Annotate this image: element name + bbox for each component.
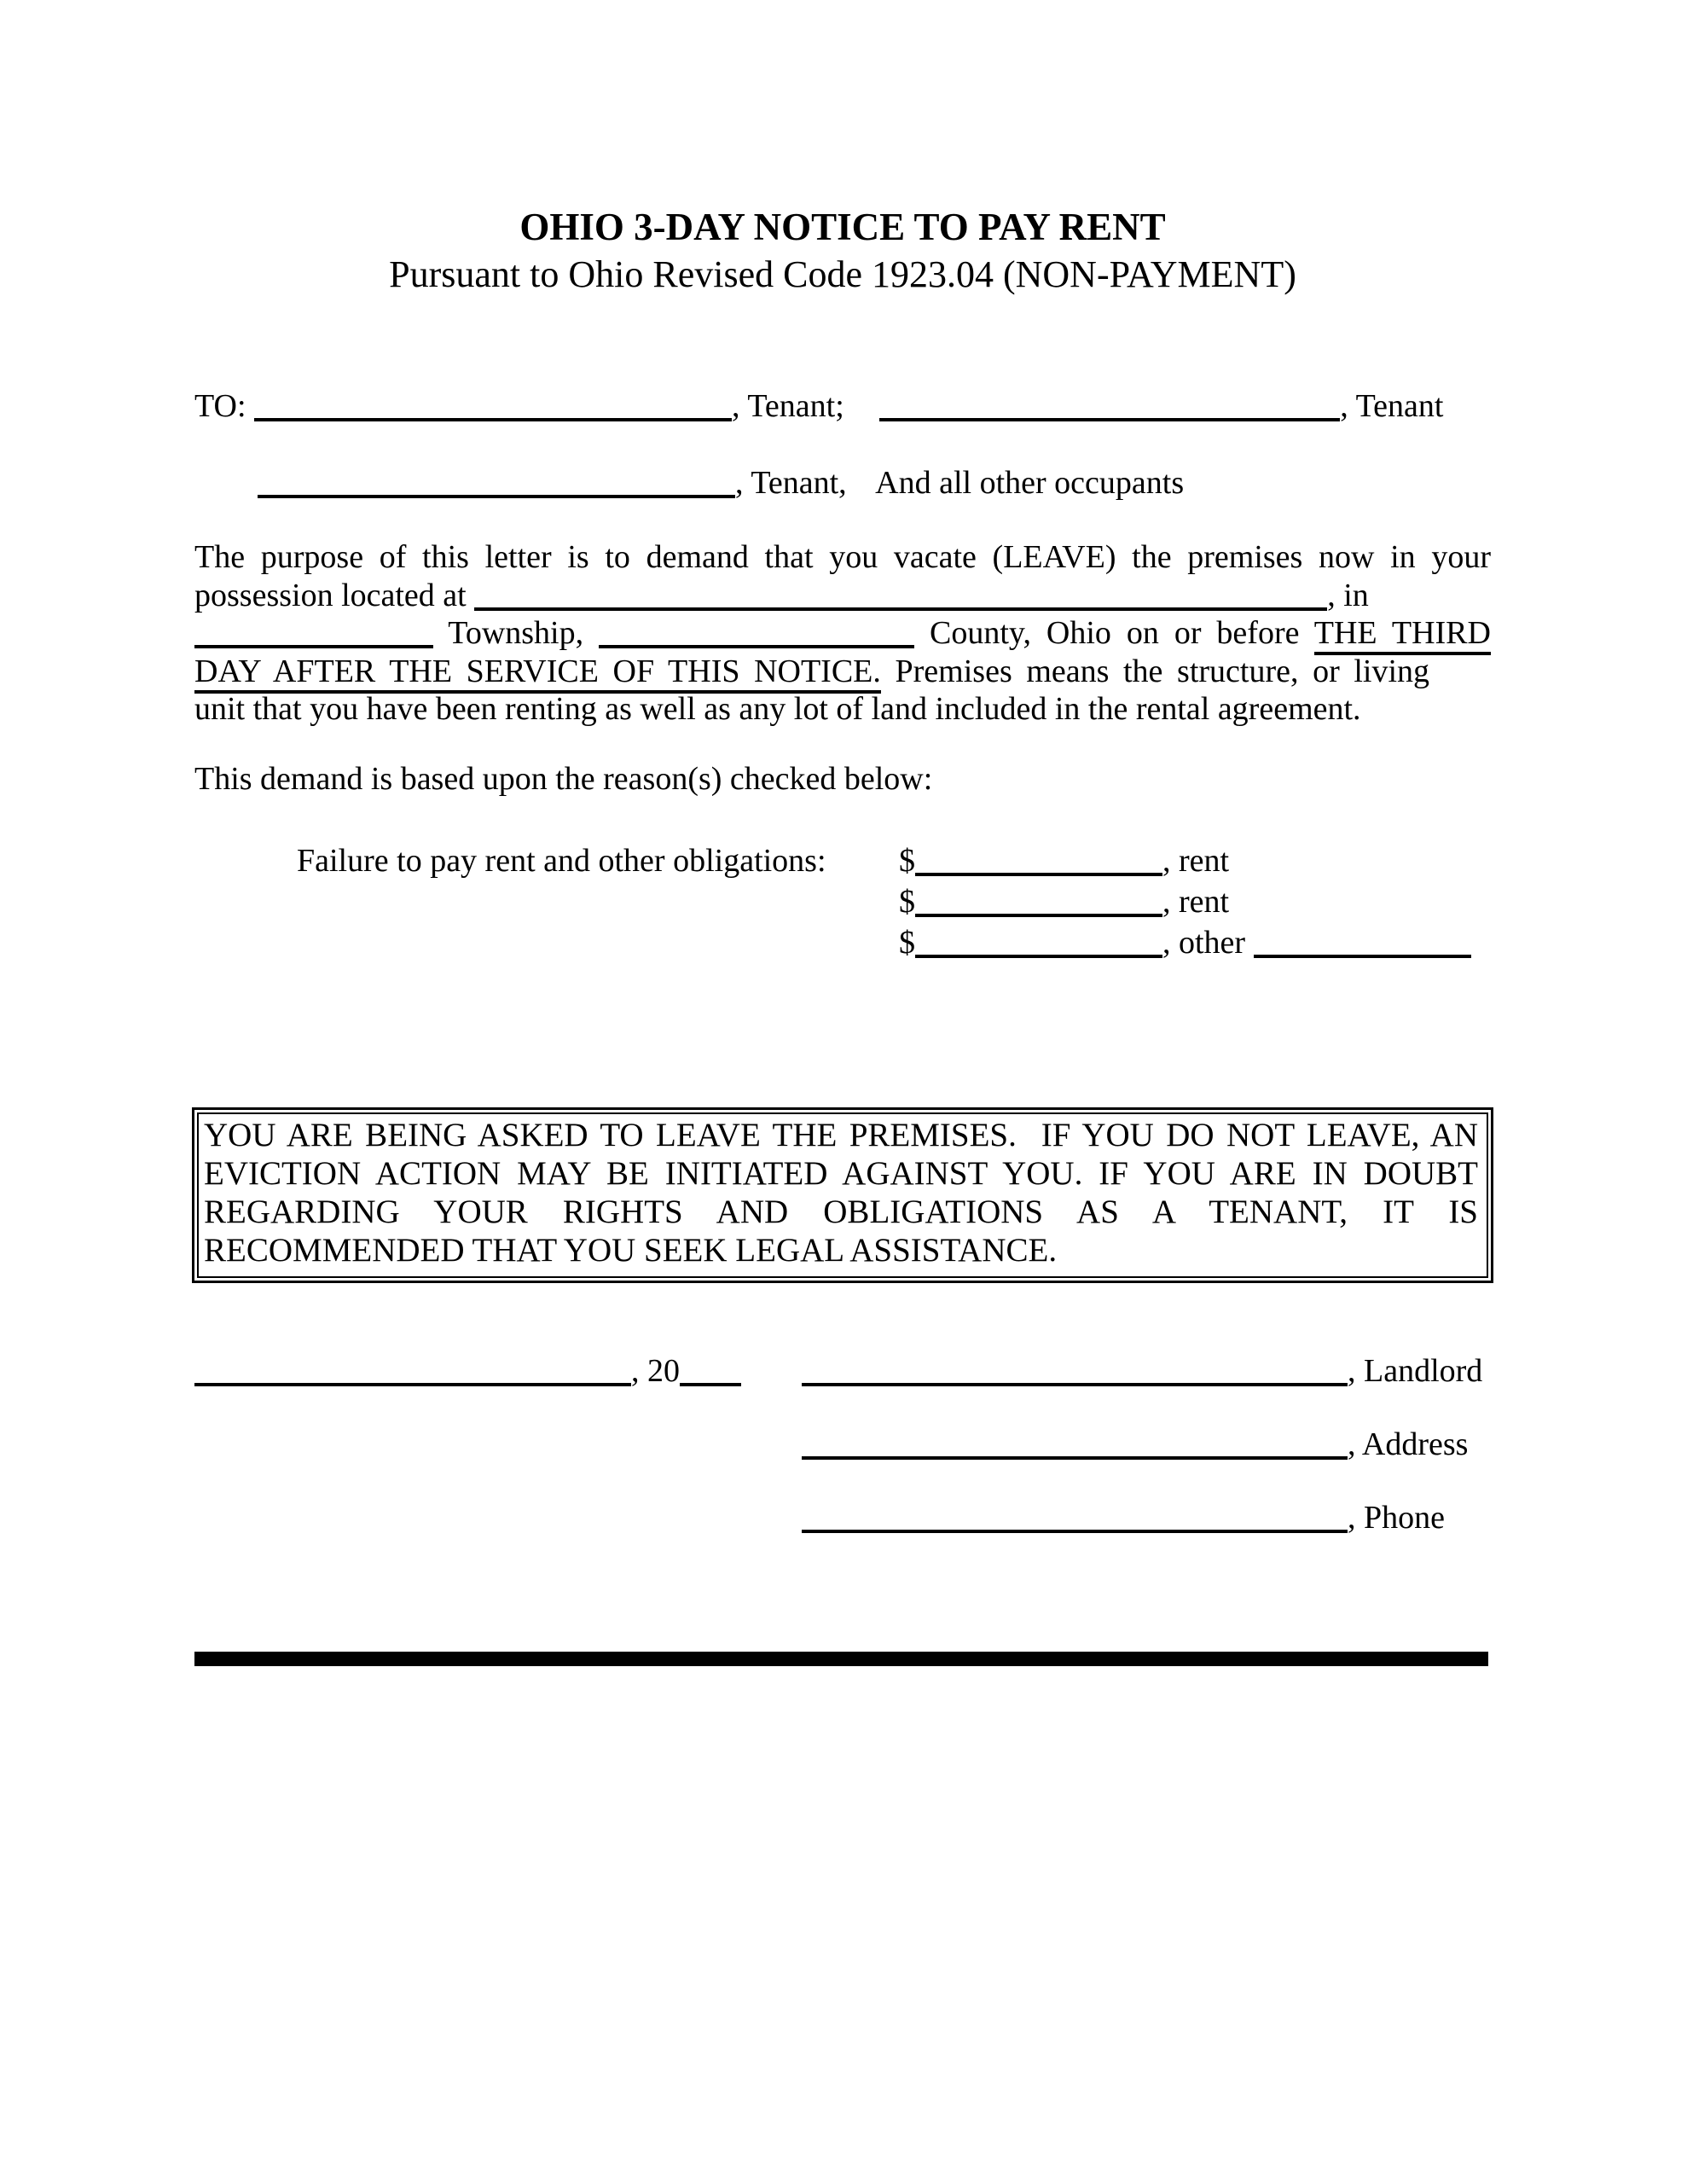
paragraph-line-5 [194, 690, 1491, 729]
document-page [194, 0, 1491, 2184]
other-amount-blank[interactable] [915, 953, 1162, 958]
failure-section [194, 840, 1491, 963]
in-label: , in [1327, 577, 1369, 613]
located-at-label: possession located at [194, 577, 467, 613]
signature-row-phone [194, 1499, 1491, 1540]
bottom-divider-bar [194, 1652, 1488, 1666]
rent-label-1: , rent [1162, 843, 1230, 879]
warning-line-2: EVICTION ACTION MAY BE INITIATED AGAINST YOU. IF YOU ARE IN DOUBT [204, 1155, 1478, 1192]
paragraph-line-2 [194, 577, 1491, 615]
demand-intro-text: This demand is based upon the reason(s) checked below: [194, 761, 933, 797]
eviction-warning-box [192, 1107, 1493, 1283]
premises-definition-end: unit that you have been renting as well as any lot of land included in the rental agreement. [194, 691, 1361, 727]
county-label: County, Ohio on or before [930, 615, 1300, 651]
dollar-sign-3: $ [899, 925, 915, 961]
failure-row-1 [194, 840, 1491, 881]
warning-line-4: RECOMMENDED THAT YOU SEEK LEGAL ASSISTANCE. [204, 1232, 1058, 1269]
year-blank[interactable] [680, 1381, 741, 1386]
failure-row-3 [194, 922, 1491, 963]
signature-row-date-landlord [194, 1352, 1491, 1393]
paragraph-line-1-text: The purpose of this letter is to demand that you vacate (LEAVE) the premises now in your [194, 539, 1491, 575]
document-subtitle: Pursuant to Ohio Revised Code 1923.04 (NON-PAYMENT) [389, 253, 1296, 295]
to-label: TO: [194, 388, 246, 424]
date-blank[interactable] [194, 1381, 631, 1386]
landlord-group [802, 1352, 1482, 1390]
address-group [802, 1426, 1468, 1463]
eviction-warning-inner [197, 1112, 1488, 1278]
landlord-address-blank[interactable] [802, 1455, 1348, 1460]
county-blank[interactable] [599, 643, 914, 648]
township-label: Township, [448, 615, 584, 651]
premises-address-blank[interactable] [474, 606, 1327, 611]
phone-label: , Phone [1348, 1500, 1445, 1536]
dollar-sign-1: $ [899, 843, 915, 879]
year-prefix-label: , 20 [631, 1353, 680, 1389]
other-label: , other [1162, 925, 1246, 961]
dollar-sign-2: $ [899, 884, 915, 920]
paragraph-line-3 [194, 614, 1491, 653]
phone-group [802, 1499, 1445, 1536]
address-label: , Address [1348, 1426, 1469, 1462]
landlord-signature-blank[interactable] [802, 1381, 1348, 1386]
occupants-label: And all other occupants [875, 465, 1185, 501]
tenant-2-name-blank[interactable] [879, 416, 1340, 421]
purpose-paragraph [194, 538, 1491, 729]
township-blank[interactable] [194, 643, 433, 648]
warning-line-3: REGARDING YOUR RIGHTS AND OBLIGATIONS AS A TENANT, IT IS [204, 1194, 1478, 1230]
landlord-phone-blank[interactable] [802, 1528, 1348, 1533]
document-title: OHIO 3-DAY NOTICE TO PAY RENT [519, 206, 1166, 248]
to-row-1 [194, 387, 1491, 425]
paragraph-line-4 [194, 653, 1491, 691]
rent-amount-group-2 [899, 881, 1229, 922]
tenant-1-name-blank[interactable] [254, 416, 732, 421]
rent-amount-blank-2[interactable] [915, 912, 1162, 917]
date-group [194, 1352, 741, 1390]
tenant-1-label: , Tenant; [732, 388, 844, 424]
failure-reason-label: Failure to pay rent and other obligations: [297, 843, 826, 879]
tenant-3-label: , Tenant, [735, 465, 847, 501]
premises-definition-start: Premises means the structure, or living [895, 653, 1429, 689]
paragraph-line-1 [194, 538, 1491, 577]
deadline-underlined-part-2: DAY AFTER THE SERVICE OF THIS NOTICE. [194, 653, 881, 694]
tenant-2-label: , Tenant [1340, 388, 1444, 424]
warning-line-1: YOU ARE BEING ASKED TO LEAVE THE PREMISES. IF YOU DO NOT LEAVE, AN [204, 1117, 1478, 1153]
to-row-2 [194, 464, 1491, 502]
signature-row-address [194, 1426, 1491, 1467]
other-description-blank[interactable] [1254, 953, 1471, 958]
demand-intro [194, 760, 1491, 798]
tenant-3-name-blank[interactable] [258, 493, 735, 498]
document-header [194, 203, 1491, 299]
rent-label-2: , rent [1162, 884, 1230, 920]
rent-amount-group-1 [899, 840, 1229, 881]
landlord-label: , Landlord [1348, 1353, 1483, 1389]
failure-row-2 [194, 881, 1491, 922]
deadline-underlined-part-1: THE THIRD [1314, 615, 1491, 655]
other-amount-group [899, 922, 1471, 963]
rent-amount-blank-1[interactable] [915, 871, 1162, 876]
